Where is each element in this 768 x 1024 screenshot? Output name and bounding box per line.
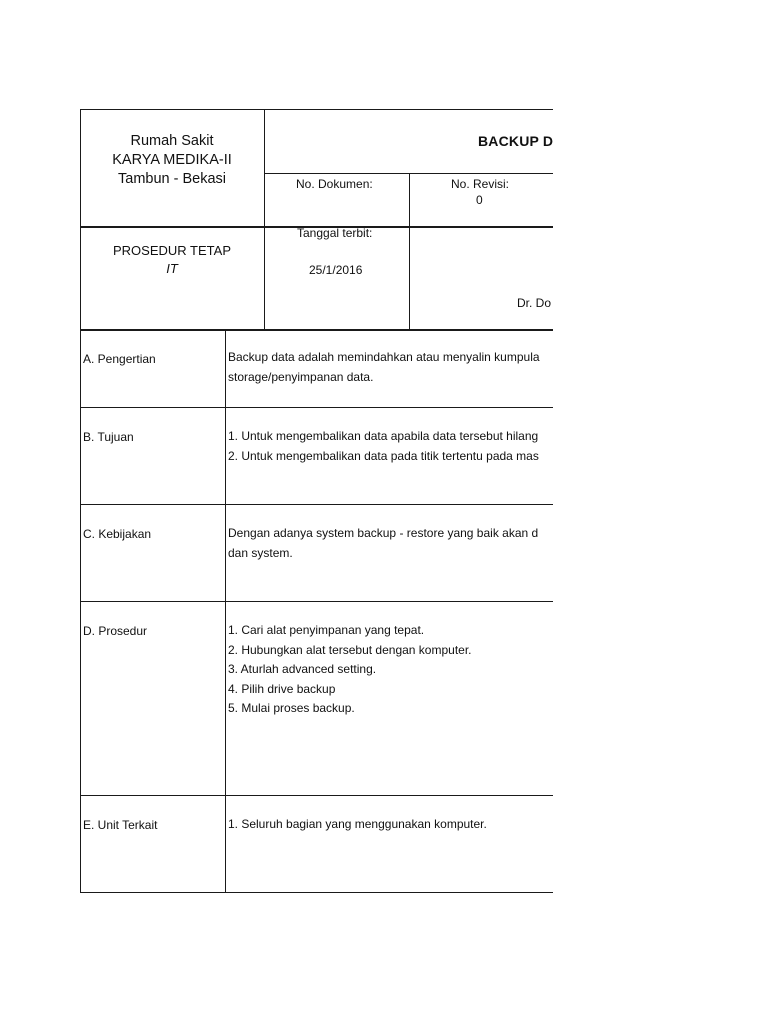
protap-title: PROSEDUR TETAP [113,243,231,258]
body-divider [225,330,226,893]
no-dokumen-label: No. Dokumen: [296,177,373,191]
hospital-location: Tambun - Bekasi [118,171,226,187]
procedure-step: 5. Mulai proses backup. [228,701,355,715]
signer-name: Dr. Do [517,296,552,310]
text-line: 1. Seluruh bagian yang menggunakan komputer. [228,817,487,831]
section-label-prosedur: D. Prosedur [83,624,148,638]
row-b-bottom [80,504,553,505]
section-text-tujuan [228,427,539,466]
section-text-prosedur [228,621,472,719]
procedure-step: 1. Cari alat penyimpanan yang tepat. [228,623,425,637]
no-revisi-label: No. Revisi: [451,177,510,191]
text-line: 1. Untuk mengembalikan data apabila data tersebut hilang [228,429,539,443]
tanggal-terbit-value: 25/1/2016 [309,263,363,277]
hospital-name-line1: Rumah Sakit [130,133,214,149]
row-c-bottom [80,601,553,602]
section-label-pengertian: A. Pengertian [83,352,156,366]
hospital-name-line2: KARYA MEDIKA-II [112,152,232,168]
section-label-unit-terkait: E. Unit Terkait [83,818,158,832]
tanggal-terbit-label: Tanggal terbit: [297,226,373,240]
row-e-bottom [80,892,553,893]
document-title: BACKUP D [478,133,553,149]
header-divider-1 [264,109,265,330]
text-line: 2. Untuk mengembalikan data pada titik tertentu pada mas [228,448,539,463]
text-line: Backup data adalah memindahkan atau menyalin kumpula [228,350,540,364]
text-line: storage/penyimpanan data. [228,369,374,384]
section-text-kebijakan [228,524,538,563]
hospital-identity [80,132,264,189]
row-a-bottom [80,407,553,408]
row-d-bottom [80,795,553,796]
header-divider-2 [409,173,410,330]
section-text-unit-terkait [228,815,487,835]
section-text-pengertian [228,348,540,387]
text-line: dan system. [228,545,293,560]
no-revisi-value: 0 [476,193,483,207]
header-top-border [80,109,553,110]
header-bottom-border [80,329,553,331]
section-label-tujuan: B. Tujuan [83,430,134,444]
procedure-step: 4. Pilih drive backup [228,681,336,696]
protap-unit: IT [166,261,178,276]
procedure-step: 3. Aturlah advanced setting. [228,662,377,676]
section-label-kebijakan: C. Kebijakan [83,527,152,541]
text-line: Dengan adanya system backup - restore yang baik akan d [228,526,539,540]
protap-block [80,242,264,278]
procedure-step: 2. Hubungkan alat tersebut dengan komputer. [228,642,472,657]
